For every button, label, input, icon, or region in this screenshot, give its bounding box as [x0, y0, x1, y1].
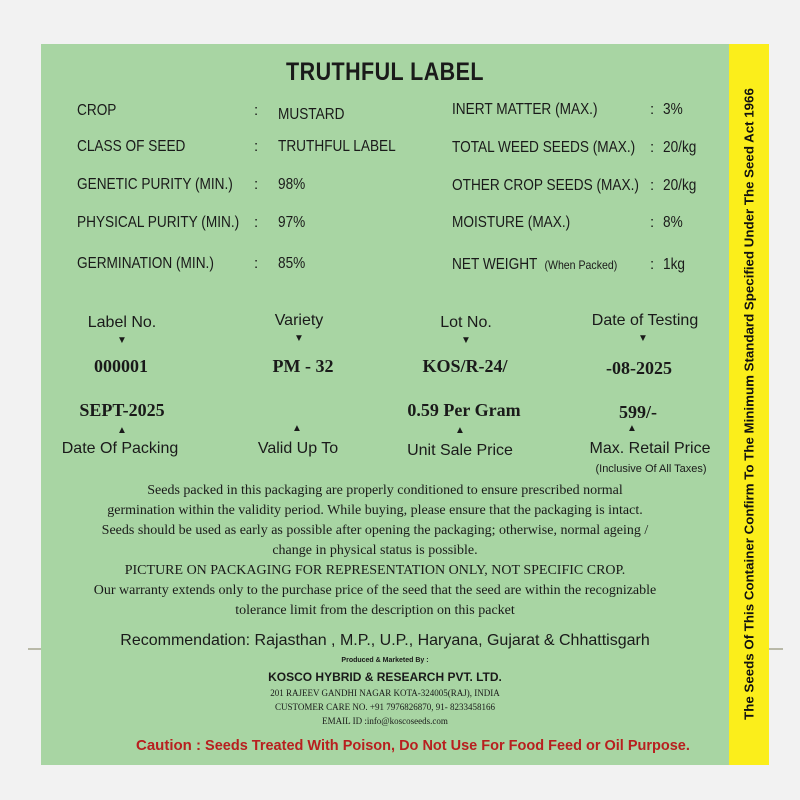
spec-colon: :	[254, 138, 259, 155]
spec-colon: :	[254, 214, 259, 231]
spec-label-genetic-purity: GENETIC PURITY (MIN.)	[77, 176, 233, 193]
field-value-date-of-packing: SEPT-2025	[79, 400, 165, 420]
arrow-down-icon: ▼	[461, 335, 471, 346]
arrow-down-icon: ▼	[117, 335, 127, 346]
field-label-mrp: Max. Retail Price	[589, 440, 711, 457]
spec-label-inert-matter: INERT MATTER (MAX.)	[452, 101, 598, 118]
field-label-date-of-testing: Date of Testing	[591, 312, 699, 329]
spec-label-other-crop-seeds: OTHER CROP SEEDS (MAX.)	[452, 177, 639, 194]
spec-value-crop: MUSTARD	[278, 106, 345, 123]
spec-label-crop: CROP	[77, 102, 117, 119]
company-name: KOSCO HYBRID & RESEARCH PVT. LTD.	[268, 670, 502, 684]
company-address: 201 RAJEEV GANDHI NAGAR KOTA-324005(RAJ), INDIA	[270, 688, 500, 698]
spec-label-class-of-seed: CLASS OF SEED	[77, 138, 186, 155]
field-label-lot-no: Lot No.	[440, 314, 492, 331]
produced-by-label: Produced & Marketed By :	[341, 657, 429, 664]
arrow-up-icon: ▲	[627, 423, 637, 434]
field-label-unit-sale-price: Unit Sale Price	[407, 442, 513, 459]
spec-value-inert-matter: 3%	[663, 101, 683, 118]
field-value-variety: PM - 32	[272, 356, 334, 376]
spec-label-net-weight	[452, 256, 617, 274]
field-value-unit-sale-price: 0.59 Per Gram	[407, 400, 521, 420]
spec-colon: :	[254, 176, 259, 193]
field-value-mrp: 599/-	[619, 402, 657, 422]
spec-label-germination: GERMINATION (MIN.)	[77, 255, 214, 272]
net-weight-note: (When Packed)	[544, 258, 618, 272]
spec-value-moisture: 8%	[663, 214, 683, 231]
spec-value-physical-purity: 97%	[278, 214, 306, 231]
paragraph-line: Our warranty extends only to the purchase price of the seed that the seed are within the recognizable	[93, 583, 657, 598]
spec-colon: :	[650, 139, 655, 156]
field-label-date-of-packing: Date Of Packing	[61, 440, 179, 457]
paragraph-line: Seeds should be used as early as possible after opening the packaging; otherwise, normal ageing /	[101, 523, 649, 538]
seed-act-sidebar	[729, 44, 769, 765]
customer-care: CUSTOMER CARE NO. +91 7976826870, 91- 8233458166	[275, 702, 495, 712]
spec-colon: :	[254, 255, 259, 272]
spec-colon: :	[650, 177, 655, 194]
mrp-note: (Inclusive Of All Taxes)	[595, 463, 707, 475]
arrow-up-icon: ▲	[117, 425, 127, 436]
spec-colon: :	[650, 256, 655, 273]
caution-text: Seeds Treated With Poison, Do Not Use For Food Feed or Oil Purpose.	[205, 738, 690, 754]
spec-value-germination: 85%	[278, 255, 306, 272]
spec-colon: :	[650, 101, 655, 118]
company-email: EMAIL ID :info@koscoseeds.com	[322, 716, 448, 726]
caution-label: Caution :	[136, 737, 201, 754]
field-label-variety: Variety	[274, 312, 324, 329]
arrow-up-icon: ▲	[292, 423, 302, 434]
field-value-label-no: 000001	[94, 356, 148, 376]
paragraph-line: germination within the validity period. While buying, please ensure that the packaging is intact.	[107, 503, 643, 518]
paragraph-line: tolerance limit from the description on this packet	[235, 603, 515, 618]
arrow-down-icon: ▼	[638, 333, 648, 344]
field-label-label-no: Label No.	[87, 314, 157, 331]
truthful-label-card	[41, 44, 729, 765]
arrow-up-icon: ▲	[455, 425, 465, 436]
recommendation: Recommendation: Rajasthan , M.P., U.P., Haryana, Gujarat & Chhattisgarh	[120, 632, 650, 649]
right-edge-line	[769, 648, 783, 650]
spec-label-physical-purity: PHYSICAL PURITY (MIN.)	[77, 214, 240, 231]
spec-colon: :	[650, 214, 655, 231]
spec-value-total-weed-seeds: 20/kg	[663, 139, 697, 156]
arrow-down-icon: ▼	[294, 333, 304, 344]
spec-colon: :	[254, 102, 259, 119]
field-value-lot-no: KOS/R-24/	[422, 356, 508, 376]
caution-line	[136, 737, 690, 754]
spec-label-total-weed-seeds: TOTAL WEED SEEDS (MAX.)	[452, 139, 636, 156]
label-title: TRUTHFUL LABEL	[286, 58, 484, 86]
paragraph-line: change in physical status is possible.	[272, 543, 478, 558]
net-weight-label: NET WEIGHT	[452, 256, 538, 273]
field-label-valid-up-to: Valid Up To	[257, 440, 339, 457]
conditions-paragraph	[41, 481, 729, 621]
paragraph-line: PICTURE ON PACKAGING FOR REPRESENTATION ONLY, NOT SPECIFIC CROP.	[124, 563, 626, 578]
left-edge-line	[28, 648, 42, 650]
field-value-date-of-testing: -08-2025	[606, 358, 672, 378]
paragraph-line: Seeds packed in this packaging are properly conditioned to ensure prescribed normal	[147, 483, 623, 498]
spec-label-moisture: MOISTURE (MAX.)	[452, 214, 571, 231]
spec-value-net-weight: 1kg	[663, 256, 685, 273]
spec-value-other-crop-seeds: 20/kg	[663, 177, 697, 194]
seed-act-statement: The Seeds Of This Container Confirm To The Minimum Standard Specified Under The Seed Act 1966	[741, 88, 757, 720]
spec-value-genetic-purity: 98%	[278, 176, 306, 193]
spec-value-class-of-seed: TRUTHFUL LABEL	[278, 138, 396, 155]
